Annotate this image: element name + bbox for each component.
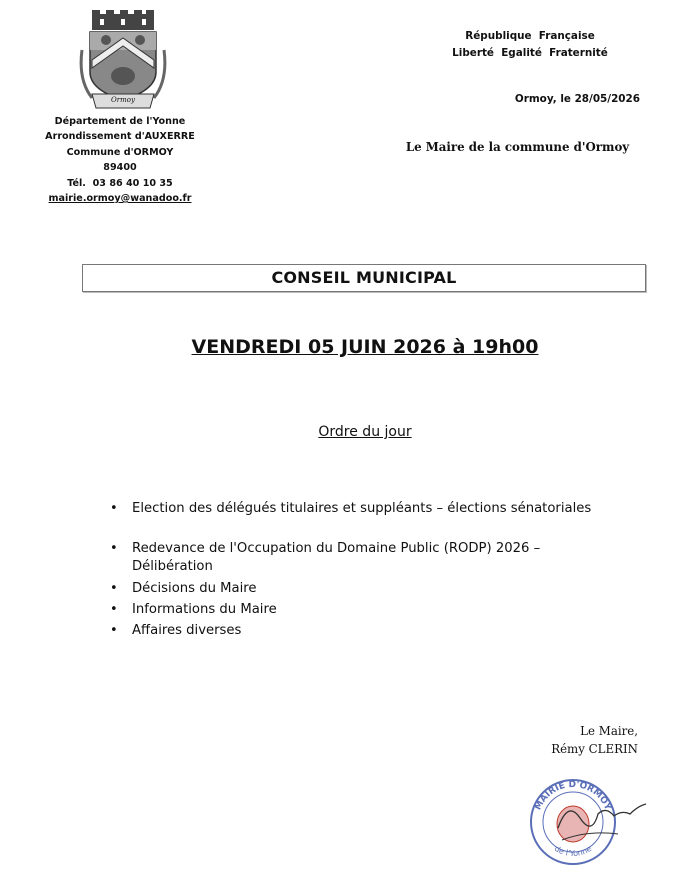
agenda-item [108,601,648,619]
signature-name: Rémy CLERIN [551,742,638,756]
agenda-list [108,500,648,640]
page-title: CONSEIL MUNICIPAL [271,268,457,287]
agenda-heading: Ordre du jour [318,424,412,440]
agenda-item [108,580,648,598]
agenda-item-text: Redevance de l'Occupation du Domaine Public (RODP) 2026 – [132,541,541,556]
svg-text:de l'Yonne: de l'Yonne [552,843,594,859]
bullet-icon: • [110,602,118,617]
agenda-item [108,540,648,576]
agenda-item-text: Informations du Maire [132,602,277,617]
address-phone: Tél. 03 86 40 10 35 [67,177,173,189]
signature-role: Le Maire, [580,724,638,738]
address-email-link[interactable]: mairie.ormoy@wanadoo.fr [48,193,192,205]
agenda-item-text: Décisions du Maire [132,581,257,596]
bullet-icon: • [110,541,118,556]
agenda-item [108,622,648,640]
meeting-date: VENDREDI 05 JUIN 2026 à 19h00 [191,336,539,358]
agenda-item-text: Election des délégués titulaires et suppléants – élections sénatoriales [132,501,592,516]
letter-date: Ormoy, le 28/05/2026 [514,93,640,105]
bullet-icon: • [110,623,118,638]
address-commune: Commune d'ORMOY [66,146,174,158]
address-postcode: 89400 [103,162,137,174]
bullet-icon: • [110,501,118,516]
republic-line: République Française [465,30,595,42]
motto-line: Liberté Egalité Fraternité [452,47,608,59]
agenda-item-text: Affaires diverses [132,623,242,638]
crest-banner-text: Ormoy [111,96,135,104]
address-arrondissement: Arrondissement d'AUXERRE [45,131,195,143]
svg-text:MAIRIE D'ORMOY: MAIRIE D'ORMOY [533,779,613,812]
agenda-item [108,500,648,518]
republic-motto [430,28,630,62]
bullet-icon: • [110,581,118,596]
address-block [40,114,200,206]
agenda-item-text-continued: Délibération [132,559,213,574]
coat-of-arms-icon [78,10,168,110]
official-stamp-icon [518,770,653,870]
sender-title: Le Maire de la commune d'Ormoy [405,140,630,154]
address-department: Département de l'Yonne [54,116,186,127]
signature-block [470,722,638,758]
title-box [82,264,646,292]
